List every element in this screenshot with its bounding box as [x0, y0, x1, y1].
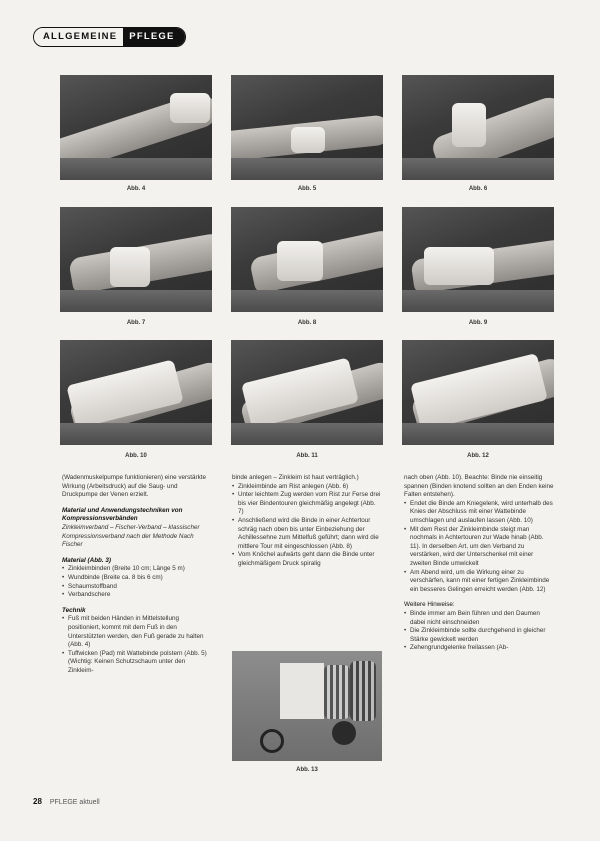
list-item: • Unter leichtem Zug werden vom Rist zur Ferse drei bis vier Bindentouren gleichmäßig angelegt (Abb. 7) — [232, 491, 382, 517]
figure-12-photo — [402, 340, 554, 445]
list-item: • Fuß mit beiden Händen in Mittelstellung positioniert, kommt mit dem Fuß in den Unterstützten werden, den Fuß gerade zu halten (Abb. 4) — [62, 615, 212, 649]
hints-list — [404, 610, 554, 653]
list-item: • Die Zinkleimbinde sollte durchgehend in gleicher Stärke gewickelt werden — [404, 627, 554, 644]
list-item: • Verbandschere — [62, 591, 212, 600]
list-item: • Zinkleimbinden (Breite 10 cm; Länge 5 m) — [62, 565, 212, 574]
col2-steps-list — [232, 483, 382, 569]
figure-8-photo — [231, 207, 383, 312]
figure-12-caption: Abb. 12 — [467, 453, 489, 459]
col1-heading-technik: Technik — [62, 606, 86, 614]
figure-9-photo — [402, 207, 554, 312]
text-column-1 — [62, 474, 212, 675]
col3-intro: nach oben (Abb. 10). Beachte: Binde nie einseitig spannen (Binden knotend sollten an den Enden keine Falten entstehen). — [404, 474, 554, 499]
figure-7-photo — [60, 207, 212, 312]
text-column-2 — [232, 474, 382, 569]
figure-13-caption: Abb. 13 — [296, 767, 318, 773]
figure-10-caption: Abb. 10 — [125, 453, 147, 459]
list-item: • Tuffwicken (Pad) mit Wattebinde polstern (Abb. 5) (Wichtig: Keinen Schutzschaum unter den Zinkleim- — [62, 650, 212, 676]
technik-list — [62, 615, 212, 675]
page-number: 28 — [33, 797, 42, 806]
section-badge — [33, 27, 186, 47]
col3-heading-hints: Weitere Hinweise: — [404, 601, 455, 609]
figure-6-caption: Abb. 6 — [468, 186, 488, 192]
figure-10-photo — [60, 340, 212, 445]
section-label: ALLGEMEINE — [34, 28, 123, 46]
col3-steps-list — [404, 500, 554, 595]
list-item: • Endet die Binde am Kniegelenk, wird unterhalb des Knies der Abschluss mit einer Wattebinde umschlagen und auslaufen lassen (Abb. 10) — [404, 500, 554, 526]
figure-4-caption: Abb. 4 — [126, 186, 146, 192]
col1-subheading: Zinkleimverband – Fischer-Verband – klassischer Kompressionsverband nach der Methode Nach Fischer — [62, 523, 200, 549]
figure-4-photo — [60, 75, 212, 180]
figure-11-photo — [231, 340, 383, 445]
figure-8-caption: Abb. 8 — [297, 320, 317, 326]
col1-heading-material-techniques: Material und Anwendungstechniken von Kompressionsverbänden — [62, 506, 183, 523]
publication-name: PFLEGE aktuell — [49, 799, 100, 806]
list-item: • Vom Knöchel aufwärts geht dann die Binde unter gleichmäßigem Druck spiralig — [232, 551, 382, 568]
list-item: • Mit dem Rest der Zinkleimbinde steigt man nochmals in Achtertouren zur Wade hinab (Abb. 11). In derselben Art, um den Verband zu verstärken, wird der Unterschenkel mit einer zweiten Binde umwickelt — [404, 526, 554, 569]
col2-intro: binde anlegen – Zinkleim ist haut verträglich.) — [232, 474, 359, 481]
list-item: • Anschließend wird die Binde in einer Achtertour schräg nach oben bis unter Einbeziehung der Achillessehne zum Mittelfuß geführt; dann wird die mittlere Tour mit eingeschlossen (Abb. 8) — [232, 517, 382, 551]
list-item: • Am Abend wird, um die Wirkung einer zu verschärfen, kann mit einer fertigen Zinkleimbinde ein besseres Gelingen erreicht werden (Abb. 12) — [404, 569, 554, 595]
list-item: • Zehengrundgelenke freilassen (Ab- — [404, 644, 554, 653]
col1-intro: (Wadenmuskelpumpe funktionieren) eine verstärkte Wirkung (Arbeitsdruck) auf die Saug- und Druckpumpe der Venen erzielt. — [62, 474, 206, 499]
figure-7-caption: Abb. 7 — [126, 320, 146, 326]
list-item: • Zinkleimbinde am Rist anlegen (Abb. 6) — [232, 483, 382, 492]
materials-list — [62, 565, 212, 599]
figure-11-caption: Abb. 11 — [296, 453, 318, 459]
text-column-3 — [404, 474, 554, 653]
list-item: • Wundbinde (Breite ca. 8 bis 6 cm) — [62, 574, 212, 583]
subsection-label: PFLEGE — [123, 28, 184, 46]
col1-heading-material: Material (Abb. 3) — [62, 556, 111, 564]
figure-5-caption: Abb. 5 — [297, 186, 317, 192]
figure-5-photo — [231, 75, 383, 180]
page-footer — [33, 797, 100, 806]
figure-6-photo — [402, 75, 554, 180]
figure-13-photo — [232, 651, 382, 761]
list-item: • Binde immer am Bein führen und den Daumen dabei nicht einschneiden — [404, 610, 554, 627]
figure-9-caption: Abb. 9 — [468, 320, 488, 326]
list-item: • Schaumstoffband — [62, 583, 212, 592]
